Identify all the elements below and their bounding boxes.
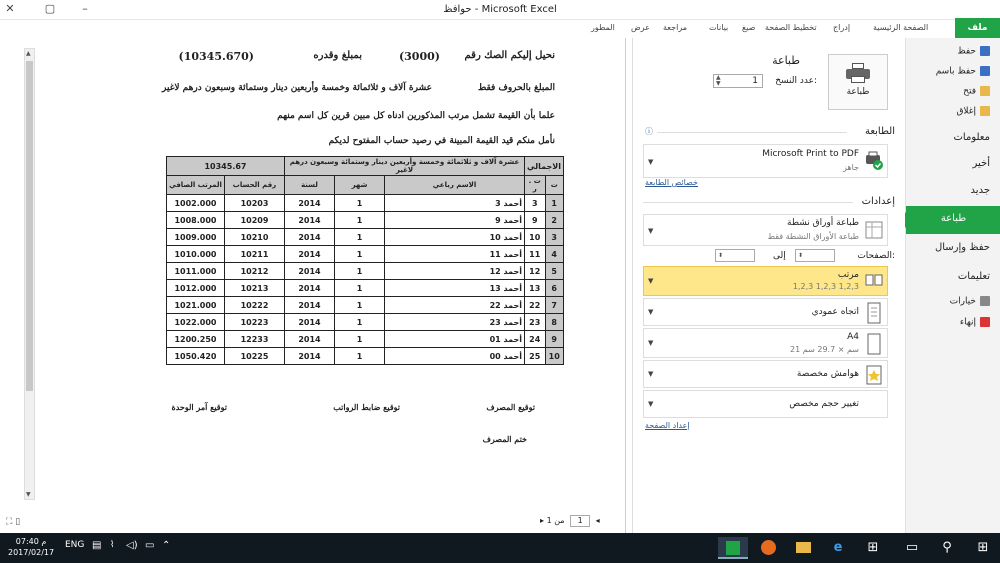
amount-label: بمبلغ وقدره <box>313 50 362 61</box>
table-cell: 2014 <box>285 195 335 212</box>
nav-print[interactable]: طباعة <box>906 206 1000 234</box>
ribbon-tabs <box>0 20 1000 38</box>
taskbar-explorer[interactable] <box>788 537 818 559</box>
nav-save-send[interactable]: حفظ وإرسال <box>934 242 990 253</box>
nav-options[interactable]: خيارات <box>950 296 990 307</box>
table-cell: 1 <box>335 331 385 348</box>
table-cell: 1022.000 <box>167 314 225 331</box>
chevron-down-icon: ▼ <box>648 308 654 316</box>
pages-label: الصفحات: <box>857 251 895 261</box>
salary-rows <box>167 195 564 365</box>
taskbar-excel[interactable] <box>718 537 748 559</box>
table-cell: أحمد 10 <box>385 229 525 246</box>
print-what-desc: طباعة الأوراق النشطة فقط <box>767 232 859 241</box>
margins-label: هوامش مخصصة <box>796 369 859 379</box>
table-cell: 1 <box>545 195 563 212</box>
save-icon <box>980 46 990 56</box>
excel-icon <box>726 541 740 555</box>
chevron-down-icon: ▼ <box>648 227 654 235</box>
table-cell: 2 <box>545 212 563 229</box>
print-preview <box>0 38 632 533</box>
collate-desc: 1,2,3 1,2,3 1,2,3 <box>792 282 859 291</box>
pages-to-label: إلى <box>773 251 786 261</box>
portrait-icon <box>865 302 883 322</box>
col-header: ت . ر <box>525 176 546 195</box>
printer-section-label: الطابعة <box>864 126 895 137</box>
table-cell: 1009.000 <box>167 229 225 246</box>
save-as-icon <box>980 66 990 76</box>
bank-signature: توقيع المصرف <box>486 402 535 412</box>
table-cell: 23 <box>525 314 546 331</box>
table-cell: 6 <box>545 280 563 297</box>
file-explorer-icon <box>796 542 811 553</box>
scaling-label: تغيير حجم مخصص <box>789 399 859 409</box>
table-cell: 10210 <box>225 229 285 246</box>
bank-stamp: ختم المصرف <box>482 434 527 444</box>
table-cell: 10222 <box>225 297 285 314</box>
scroll-up-icon[interactable]: ▲ <box>26 50 31 57</box>
tab-developer[interactable]: المطور <box>591 23 615 32</box>
table-cell: 9 <box>545 331 563 348</box>
table-row <box>167 263 564 280</box>
table-cell: أحمد 3 <box>385 195 525 212</box>
table-cell: 2014 <box>285 348 335 365</box>
firefox-icon <box>761 540 776 555</box>
info-icon[interactable]: ⓘ <box>645 127 653 136</box>
amount-words-label: المبلغ بالحروف فقط <box>477 83 555 93</box>
preview-scrollbar[interactable] <box>24 48 35 500</box>
language-indicator[interactable]: ENG <box>65 540 85 550</box>
table-cell: أحمد 9 <box>385 212 525 229</box>
table-cell: 10 <box>525 229 546 246</box>
table-cell: 2014 <box>285 280 335 297</box>
table-row <box>167 331 564 348</box>
task-view-icon: ▭ <box>905 540 919 555</box>
table-cell: 1 <box>335 246 385 263</box>
table-cell: 10203 <box>225 195 285 212</box>
table-cell: 7 <box>545 297 563 314</box>
table-cell: 10211 <box>225 246 285 263</box>
sheets-icon <box>865 220 883 240</box>
copies-spinner[interactable]: ▲ ▼ 1 <box>713 74 763 88</box>
page-setup-link[interactable]: إعداد الصفحة <box>645 421 690 430</box>
paper-size-desc: 21 سم × 29.7 سم <box>790 345 859 354</box>
page-navigator <box>540 515 600 527</box>
taskbar-firefox[interactable] <box>753 537 783 559</box>
scroll-thumb[interactable] <box>26 61 33 391</box>
table-cell: 2014 <box>285 212 335 229</box>
chevron-down-icon: ▼ <box>648 400 654 408</box>
settings-section-label: إعدادات <box>861 196 895 207</box>
tab-review[interactable]: مراجعة <box>663 23 688 32</box>
table-cell: 12233 <box>225 331 285 348</box>
taskbar-edge[interactable] <box>823 537 853 559</box>
print-button-label: طباعة <box>846 87 870 97</box>
table-cell: 5 <box>545 263 563 280</box>
printer-icon <box>846 63 870 83</box>
paper-size-title: A4 <box>847 332 859 342</box>
table-cell: 1 <box>335 280 385 297</box>
table-cell: 1 <box>335 263 385 280</box>
start-button[interactable] <box>968 537 998 559</box>
window-title: حوافظ - Microsoft Excel <box>443 4 557 15</box>
show-margins-icon[interactable]: ⛶ <box>6 517 13 527</box>
table-cell: 25 <box>525 348 546 365</box>
table-cell: 4 <box>545 246 563 263</box>
chevron-down-icon: ▼ <box>648 158 654 166</box>
nav-exit[interactable]: إنهاء <box>960 317 990 328</box>
table-cell: 9 <box>525 212 546 229</box>
edge-icon: e <box>833 540 843 555</box>
table-cell: 22 <box>525 297 546 314</box>
table-cell: 24 <box>525 331 546 348</box>
table-cell: 1 <box>335 348 385 365</box>
table-cell: 13 <box>525 280 546 297</box>
folder-open-icon <box>980 86 990 96</box>
paper-icon <box>865 333 883 353</box>
table-cell: 2014 <box>285 297 335 314</box>
printer-dropdown[interactable] <box>643 144 888 178</box>
scaling-dropdown[interactable] <box>643 390 888 418</box>
print-button[interactable] <box>828 54 888 110</box>
clock-time: 07:40 م <box>15 537 47 546</box>
table-cell: أحمد 13 <box>385 280 525 297</box>
spin-arrows-icon[interactable]: ▲ ▼ <box>716 74 721 87</box>
amount-words: عشرة آلاف و ثلاثمائة وخمسة وأربعين دينار وستمائة وسبعون درهم لاغير <box>162 83 432 93</box>
print-what-dropdown[interactable] <box>643 214 888 246</box>
total-label: الاجمالي <box>525 157 564 176</box>
table-cell: 2014 <box>285 246 335 263</box>
print-what-title: طباعة أوراق نشطة <box>787 218 859 228</box>
total-words: عشرة آلاف و ثلاثمائة وخمسة وأربعين دينار وستمائة وسبعون درهم لاغير <box>285 157 525 176</box>
note-line: علما بأن القيمة تشمل مرتب المذكورين ادناه كل مبين قرين كل اسم منهم <box>277 111 555 121</box>
table-row <box>167 280 564 297</box>
nav-new[interactable]: جديد <box>970 185 990 196</box>
margins-icon <box>865 364 883 384</box>
minimize-button[interactable]: – <box>82 2 88 15</box>
table-cell: 1021.000 <box>167 297 225 314</box>
tab-file[interactable]: ملف <box>955 18 1000 40</box>
table-cell: 1002.000 <box>167 195 225 212</box>
table-cell: أحمد 23 <box>385 314 525 331</box>
tab-view[interactable]: عرض <box>631 23 650 32</box>
table-cell: 8 <box>545 314 563 331</box>
table-cell: 1200.250 <box>167 331 225 348</box>
zoom-page-icon[interactable]: ▯ <box>15 517 21 527</box>
tab-home[interactable]: الصفحة الرئيسية <box>873 23 929 32</box>
table-row <box>167 314 564 331</box>
table-cell: أحمد 22 <box>385 297 525 314</box>
table-cell: 10 <box>545 348 563 365</box>
prev-page-icon[interactable]: ▸ <box>540 516 545 525</box>
preview-page <box>60 38 580 498</box>
commander-signature: توقيع آمر الوحدة <box>171 402 227 412</box>
taskbar-store[interactable] <box>858 537 888 559</box>
table-cell: 10212 <box>225 263 285 280</box>
printer-properties-link[interactable]: خصائص الطابعة <box>645 178 698 187</box>
orientation-label: اتجاه عمودي <box>811 307 859 317</box>
taskbar-clock[interactable] <box>8 536 54 558</box>
chevron-down-icon: ▼ <box>648 339 654 347</box>
table-cell: 1 <box>335 229 385 246</box>
windows-icon: ⊞ <box>977 540 989 555</box>
col-header: ت <box>545 176 563 195</box>
pages-to-input[interactable]: ⬍ <box>715 249 755 262</box>
table-cell: 1 <box>335 297 385 314</box>
cheque-amount: (10345.670) <box>178 50 254 63</box>
table-cell: أحمد 11 <box>385 246 525 263</box>
printer-status: جاهز <box>842 163 859 172</box>
total-value: 10345.67 <box>167 157 285 176</box>
table-cell: 3 <box>545 229 563 246</box>
nav-save[interactable]: حفظ <box>957 46 990 57</box>
table-row <box>167 348 564 365</box>
tab-page-layout[interactable]: تخطيط الصفحة <box>765 23 817 32</box>
table-cell: 12 <box>525 263 546 280</box>
table-cell: 2014 <box>285 263 335 280</box>
page-number-input[interactable]: 1 <box>570 515 590 527</box>
cheque-number: (3000) <box>398 50 440 63</box>
next-page-icon[interactable]: ◂ <box>595 516 600 525</box>
table-cell: 1 <box>335 212 385 229</box>
table-row <box>167 195 564 212</box>
task-view-button[interactable] <box>897 537 927 559</box>
search-icon: ⚲ <box>942 540 952 555</box>
exit-icon <box>980 317 990 327</box>
title-bar <box>0 0 1000 20</box>
table-cell: 2014 <box>285 331 335 348</box>
nav-help[interactable]: تعليمات <box>957 271 990 282</box>
chevron-down-icon: ▼ <box>648 277 654 285</box>
table-cell: 10213 <box>225 280 285 297</box>
folder-close-icon <box>980 106 990 116</box>
copies-label: عدد النسخ: <box>775 76 817 86</box>
table-cell: 11 <box>525 246 546 263</box>
cheque-line-text: نحيل إليكم الصك رقم <box>464 50 555 61</box>
scroll-down-icon[interactable]: ▼ <box>26 491 31 498</box>
col-header: رقم الحساب <box>225 176 285 195</box>
clock-date: 2017/02/17 <box>8 548 55 557</box>
table-cell: أحمد 01 <box>385 331 525 348</box>
chevron-down-icon: ▼ <box>648 370 654 378</box>
tab-data[interactable]: بيانات <box>709 23 729 32</box>
nav-open[interactable]: فتح <box>963 86 990 97</box>
table-row <box>167 246 564 263</box>
col-header: شهر <box>335 176 385 195</box>
payroll-signature: توقيع ضابط الرواتب <box>333 402 400 412</box>
close-window-button[interactable]: ✕ <box>5 2 15 15</box>
options-icon <box>980 296 990 306</box>
collate-icon <box>865 272 883 292</box>
print-settings-panel <box>632 38 905 533</box>
table-cell: 1010.000 <box>167 246 225 263</box>
table-row <box>167 297 564 314</box>
table-cell: 10209 <box>225 212 285 229</box>
table-cell: 1 <box>335 195 385 212</box>
col-header: المرتب الصافي <box>167 176 225 195</box>
preview-zoom-controls <box>6 517 20 527</box>
store-icon: ⊞ <box>867 540 879 555</box>
nav-recent[interactable]: أخير <box>972 158 990 169</box>
volume-icon[interactable]: ◁) <box>126 540 138 551</box>
request-line: نأمل منكم قيد القيمة المبينة في رصيد حساب المفتوح لديكم <box>328 136 555 146</box>
chevron-up-icon[interactable]: ⌃ <box>162 540 171 551</box>
table-cell: 1011.000 <box>167 263 225 280</box>
maximize-button[interactable]: ▢ <box>44 2 56 15</box>
pages-from-input[interactable]: ⬍ <box>795 249 835 262</box>
table-cell: 1012.000 <box>167 280 225 297</box>
collate-dropdown[interactable] <box>643 266 888 296</box>
nav-info[interactable]: معلومات <box>953 132 990 143</box>
table-cell: 1 <box>335 314 385 331</box>
taskbar <box>0 533 1000 563</box>
printer-name: Microsoft Print to PDF <box>762 149 859 159</box>
table-cell: أحمد 12 <box>385 263 525 280</box>
paper-size-dropdown[interactable] <box>643 328 888 358</box>
notification-icon[interactable]: ▤ <box>92 540 102 551</box>
nav-close[interactable]: إغلاق <box>956 106 990 117</box>
tab-insert[interactable]: إدراج <box>833 23 851 32</box>
col-header: الاسم رباعي <box>385 176 525 195</box>
table-cell: 1008.000 <box>167 212 225 229</box>
table-cell: 2014 <box>285 314 335 331</box>
print-heading: طباعة <box>772 54 800 67</box>
page-count: من 1 <box>546 516 565 525</box>
table-row <box>167 212 564 229</box>
collate-title: مرتب <box>837 270 859 280</box>
network-icon[interactable]: ⌇ <box>110 540 115 550</box>
table-row <box>167 229 564 246</box>
backstage-nav <box>905 38 1000 533</box>
orientation-dropdown[interactable] <box>643 298 888 326</box>
table-cell: أحمد 00 <box>385 348 525 365</box>
nav-save-as[interactable]: حفظ باسم <box>936 66 990 77</box>
col-header: لسنة <box>285 176 335 195</box>
table-cell: 1050.420 <box>167 348 225 365</box>
printer-ready-icon <box>865 151 883 171</box>
table-cell: 10225 <box>225 348 285 365</box>
table-cell: 10223 <box>225 314 285 331</box>
salary-table <box>166 156 564 365</box>
battery-icon[interactable]: ▭ <box>145 540 155 551</box>
search-button[interactable] <box>932 537 962 559</box>
margins-dropdown[interactable] <box>643 360 888 388</box>
table-cell: 2014 <box>285 229 335 246</box>
tab-formulas[interactable]: صيغ <box>742 23 756 32</box>
table-cell: 3 <box>525 195 546 212</box>
